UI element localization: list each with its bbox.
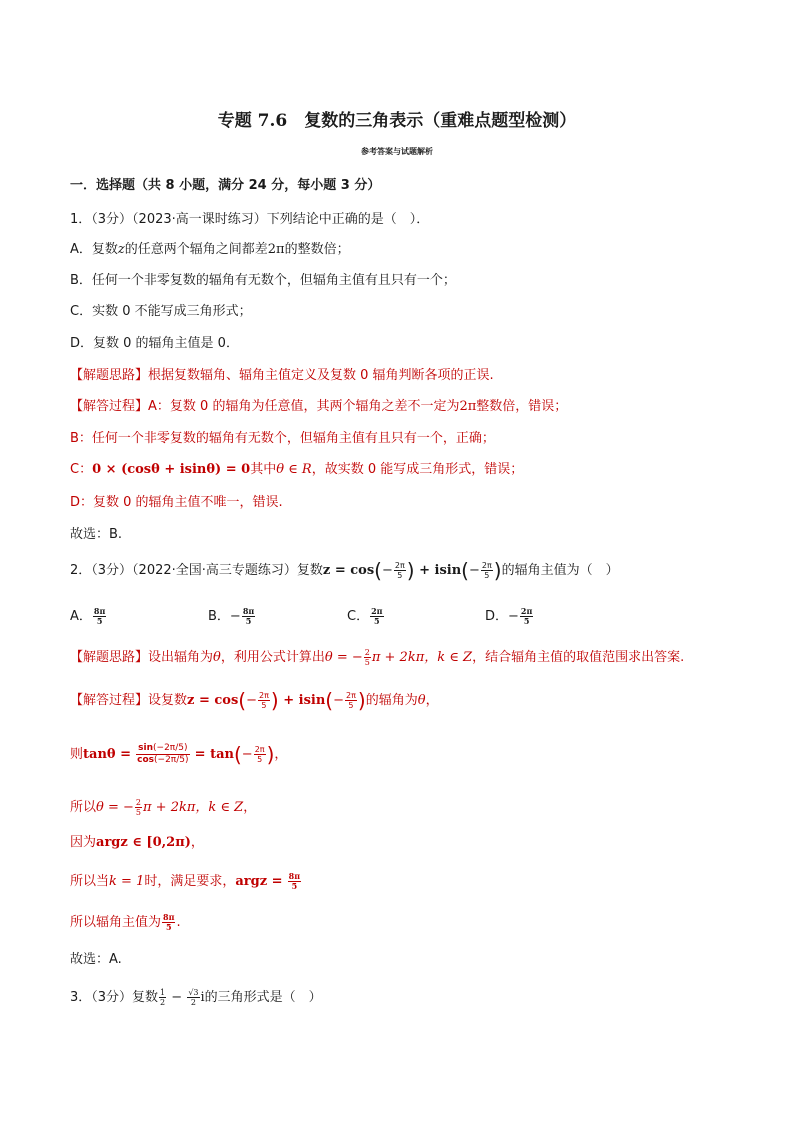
page-title: 专题 7.6 复数的三角表示（重难点题型检测） <box>217 111 577 131</box>
q1-option-a-math: 2π <box>267 242 285 257</box>
q1-option-a-pre: A．复数 <box>70 242 118 257</box>
q3-stem: 3．（3分）复数 $\frac{1}{2}$ − $\frac{√3}{2}$ i的三角形式是（ ） <box>70 988 322 1007</box>
q2-stem-frac1: $\frac{2\pi}{5}$ <box>394 561 405 580</box>
q1-process-a-text: A：复数 0 的辐角为任意值，其两个辐角之差不一定为 <box>148 399 460 414</box>
q2-stem-neg1: − <box>381 563 393 578</box>
q1-process-c <box>70 461 523 479</box>
q1-option-b: B．任何一个非零复数的辐角有无数个，但辐角主值有且只有一个； <box>70 273 456 288</box>
q1-hint <box>70 367 494 385</box>
q1-process-a-tail: 整数倍，错误； <box>476 399 568 414</box>
q2-hint-tag: 【解题思路】 <box>70 650 149 665</box>
q2-stem: 2．（3分）（2022·全国·高三专题练习）复数z = cos(− $\frac{2\pi}{5}$ ) + isin(− $\frac{2\pi}{5}$ )的辐角主值为（ ） <box>70 558 619 583</box>
q2-option-a: A． $\frac{8\pi}{5}$ <box>70 606 106 626</box>
q1-option-c: C．实数 0 不能写成三角形式； <box>70 304 252 319</box>
q1-process-c-pre: C： <box>70 462 93 477</box>
q1-stem: 1．（3分）（2023·高一课时练习）下列结论中正确的是（ ）． <box>70 212 430 227</box>
q1-process-c-tail: ，故实数 0 能写成三角形式，错误； <box>311 462 524 477</box>
q2-stem-neg2: − <box>468 563 480 578</box>
q1-process-c-math2: θ ∈ R <box>276 462 312 477</box>
q2-stem-post: 的辐角主值为（ ） <box>501 563 619 578</box>
q1-option-d: D．复数 0 的辐角主值是 0． <box>70 336 239 351</box>
q1-process-a <box>70 398 567 416</box>
q1-process-tag: 【解答过程】 <box>70 399 149 414</box>
q2-option-c: C． $\frac{2\pi}{5}$ <box>347 606 383 626</box>
q2-since-line: 因为argz ∈ [0,2π)， <box>70 835 204 850</box>
q2-stem-frac2: $\frac{2\pi}{5}$ <box>481 561 492 580</box>
q1-option-a <box>70 241 350 259</box>
q2-final-line: 所以辐角主值为 $\frac{8\pi}{5}$ . <box>70 912 181 932</box>
q2-stem-z: z = cos <box>322 563 375 578</box>
q2-option-b: B．− $\frac{8\pi}{5}$ <box>208 606 255 626</box>
q2-stem-pre: 2．（3分）（2022·全国·高三专题练习）复数 <box>70 563 323 578</box>
q2-stem-isin: + isin <box>414 563 462 578</box>
q1-hint-text: 根据复数辐角、辐角主值定义及复数 0 辐角判断各项的正误. <box>148 368 494 383</box>
page-subtitle: 参考答案与试题解析 <box>361 147 433 156</box>
q2-process: 【解答过程】设复数z = cos(− $\frac{2\pi}{5}$ ) + isin(− $\frac{2\pi}{5}$ )的辐角为θ， <box>70 688 439 713</box>
q1-option-a-var: z <box>117 242 125 257</box>
q1-process-c-mid: 其中 <box>250 462 277 477</box>
q1-answer: 故选：B. <box>70 527 123 542</box>
q2-tan-fraction: $\frac{\sin(-2\pi/5)}{\cos(-2\pi/5)}$ <box>137 743 189 765</box>
q1-process-d: D：复数 0 的辐角主值不唯一，错误. <box>70 495 283 510</box>
section-heading: 一．选择题（共 8 小题，满分 24 分，每小题 3 分） <box>70 178 381 193</box>
q1-process-c-math: 0 × (cosθ + isinθ) = 0 <box>92 462 251 477</box>
q2-tan-line: 则tanθ = $\frac{\sin(-2\pi/5)}{\cos(-2\pi/5)}$ = tan(− $\frac{2\pi}{5}$ )， <box>70 742 288 767</box>
q1-process-b: B：任何一个非零复数的辐角有无数个，但辐角主值有且只有一个，正确； <box>70 431 495 446</box>
q2-hint: 【解题思路】设出辐角为θ，利用公式计算出θ = − $\frac{2}{5}$ π + 2kπ，k ∈ Z，结合辐角主值的取值范围求出答案. <box>70 648 685 667</box>
q2-so-line: 所以θ = − $\frac{2}{5}$ π + 2kπ，k ∈ Z， <box>70 798 257 817</box>
q2-process-tag: 【解答过程】 <box>70 693 149 708</box>
q1-process-a-math: 2π <box>459 399 477 414</box>
q2-option-d: D．− $\frac{2\pi}{5}$ <box>485 606 533 626</box>
q1-hint-tag: 【解题思路】 <box>70 368 149 383</box>
q2-when-line: 所以当k = 1时，满足要求，argz = $\frac{8\pi}{5}$ <box>70 871 301 891</box>
q1-option-a-mid: 的任意两个辐角之间都差 <box>124 242 268 257</box>
q2-answer: 故选：A. <box>70 952 122 967</box>
q1-option-a-post: 的整数倍； <box>284 242 350 257</box>
